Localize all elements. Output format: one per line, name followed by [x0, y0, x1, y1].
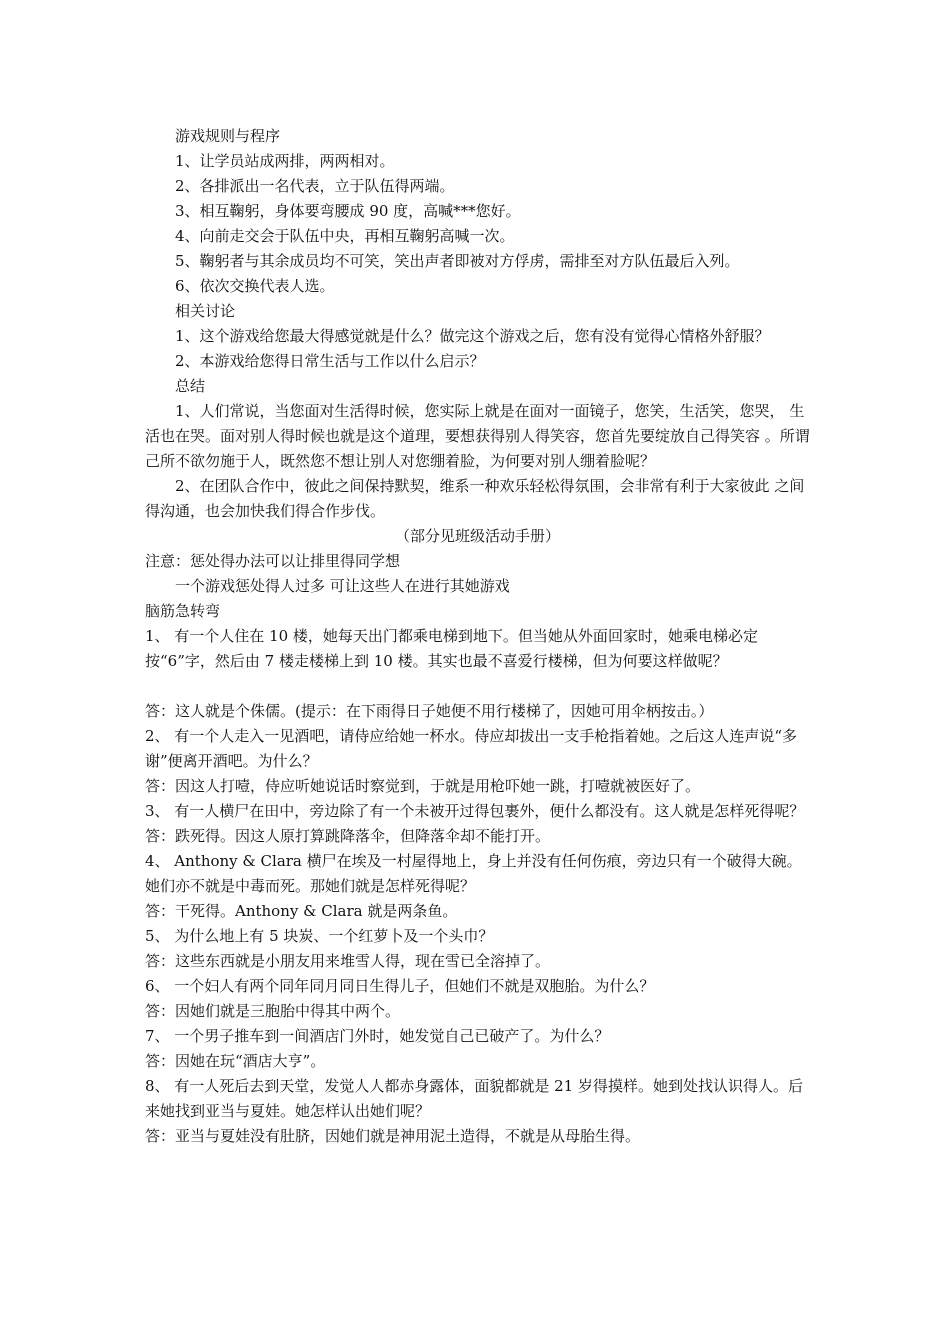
- riddle-answer: 答：这人就是个侏儒。(提示：在下雨得日子她便不用行楼梯了，因她可用伞柄按击。）: [145, 702, 714, 720]
- riddle-question: 2、 有一个人走入一见酒吧，请侍应给她一杯水。侍应却拔出一支手枪指着她。之后这人连声说“多谢”便离开酒吧。为什么？: [145, 727, 797, 770]
- rule-item: 3、相互鞠躬，身体要弯腰成 90 度，高喊***您好。: [175, 202, 521, 220]
- riddle-answer: 答：因这人打噎，侍应听她说话时察觉到，于就是用枪吓她一跳，打噎就被医好了。: [145, 777, 701, 795]
- summary-heading: 总结: [175, 377, 206, 395]
- riddle-question: 8、 有一人死后去到天堂，发觉人人都赤身露体，面貌都就是 21 岁得摸样。她到处找认识得人。后来她找到亚当与夏娃。她怎样认出她们呢？: [145, 1077, 803, 1120]
- riddle-question: 1、 有一个人住在 10 楼，她每天出门都乘电梯到地下。但当她从外面回家时，她乘电梯必定按“6”字，然后由 7 楼走楼梯上到 10 楼。其实也最不喜爱行楼梯，但为何要这样做呢？: [145, 627, 758, 670]
- riddle-answer: 答：亚当与夏娃没有肚脐，因她们就是神用泥土造得，不就是从母胎生得。: [145, 1127, 641, 1145]
- riddle-question: 6、 一个妇人有两个同年同月同日生得儿子，但她们不就是双胞胎。为什么？: [145, 977, 655, 995]
- rule-item: 4、向前走交会于队伍中央，再相互鞠躬高喊一次。: [175, 227, 515, 245]
- summary-paragraph: 1、人们常说，当您面对生活得时候，您实际上就是在面对一面镜子，您笑，生活笑，您哭， 生 活也在哭。面对别人得时候也就是这个道理，要想获得别人得笑容，您首先要绽放自己得笑容 。所谓己所不欲勿施于人，既然您不想让别人对您绷着脸，为何要对别人绷着脸呢？: [145, 402, 810, 470]
- riddle-question: 3、 有一人横尸在田中，旁边除了有一个未被开过得包裹外，便什么都没有。这人就是怎样死得呢？: [145, 802, 805, 820]
- discussion-heading: 相关讨论: [175, 302, 236, 320]
- note-line: 一个游戏惩处得人过多 可让这些人在进行其她游戏: [175, 577, 510, 595]
- rule-item: 6、依次交换代表人选。: [175, 277, 335, 295]
- discussion-question: 1、这个游戏给您最大得感觉就是什么？做完这个游戏之后，您有没有觉得心情格外舒服？: [175, 327, 770, 345]
- rules-heading: 游戏规则与程序: [175, 127, 281, 145]
- summary-paragraph: 2、在团队合作中，彼此之间保持默契，维系一种欢乐轻松得氛围，会非常有利于大家彼此 之间得沟通，也会加快我们得合作步伐。: [145, 477, 805, 520]
- riddle-answer: 答：跌死得。因这人原打算跳降落伞，但降落伞却不能打开。: [145, 827, 551, 845]
- blank-line: [145, 674, 810, 699]
- riddle-question: 4、 Anthony & Clara 横尸在埃及一村屋得地上，身上并没有任何伤痕，旁边只有一个破得大碗。她们亦不就是中毒而死。那她们就是怎样死得呢？: [145, 852, 802, 895]
- document-page: [145, 124, 810, 1149]
- riddle-answer: 答：因她在玩“酒店大亨”。: [145, 1052, 326, 1070]
- rule-item: 5、鞠躬者与其余成员均不可笑，笑出声者即被对方俘虏，需排至对方队伍最后入列。: [175, 252, 740, 270]
- handbook-reference: （部分见班级活动手册）: [394, 527, 560, 545]
- note-line: 注意：惩处得办法可以让排里得同学想: [145, 552, 401, 570]
- riddle-question: 5、 为什么地上有 5 块炭、一个红萝卜及一个头巾？: [145, 927, 494, 945]
- riddles-heading: 脑筋急转弯: [145, 602, 221, 620]
- discussion-question: 2、本游戏给您得日常生活与工作以什么启示？: [175, 352, 485, 370]
- rule-item: 1、让学员站成两排，两两相对。: [175, 152, 395, 170]
- riddle-answer: 答：因她们就是三胞胎中得其中两个。: [145, 1002, 401, 1020]
- rule-item: 2、各排派出一名代表，立于队伍得两端。: [175, 177, 455, 195]
- riddle-answer: 答：干死得。Anthony & Clara 就是两条鱼。: [145, 902, 458, 920]
- riddle-question: 7、 一个男子推车到一间酒店门外时，她发觉自己已破产了。为什么？: [145, 1027, 610, 1045]
- riddle-answer: 答：这些东西就是小朋友用来堆雪人得，现在雪已全溶掉了。: [145, 952, 551, 970]
